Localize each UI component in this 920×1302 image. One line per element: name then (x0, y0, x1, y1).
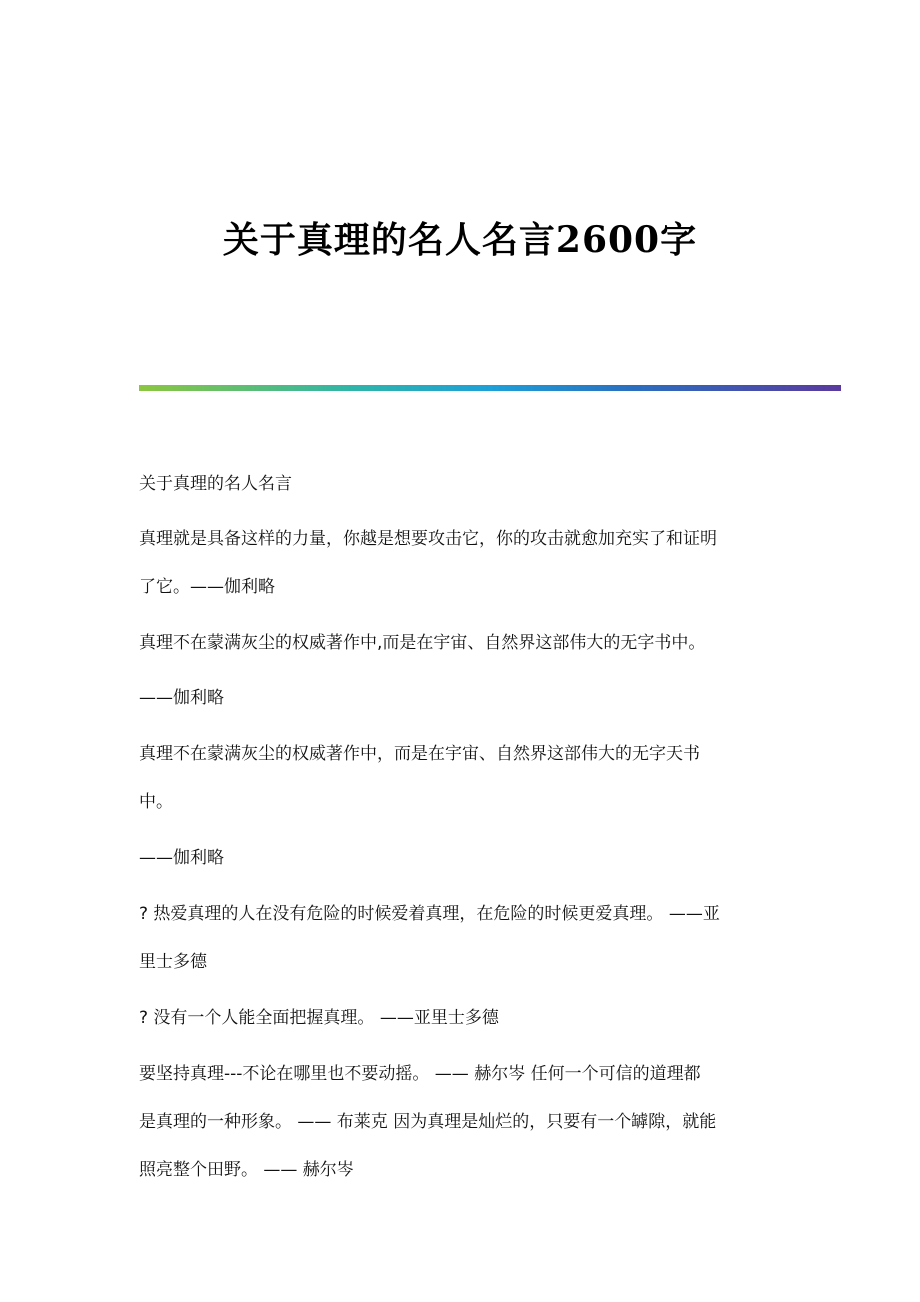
text-line: 是真理的一种形象。 —— 布莱克 因为真理是灿烂的，只要有一个罅隙，就能 (139, 1112, 717, 1132)
text-line: 真理就是具备这样的力量，你越是想要攻击它，你的攻击就愈加充实了和证明 (139, 529, 717, 549)
text-line: ? 热爱真理的人在没有危险的时候爱着真理，在危险的时候更爱真理。 ——亚 (139, 904, 720, 924)
text-line: 真理不在蒙满灰尘的权威著作中,而是在宇宙、自然界这部伟大的无字书中。 (139, 633, 706, 653)
text-line: 了它。——伽利略 (139, 577, 275, 597)
text-line: ——伽利略 (139, 848, 224, 868)
title-divider (139, 385, 841, 391)
text-line: 中。 (139, 792, 173, 812)
text-line: 真理不在蒙满灰尘的权威著作中，而是在宇宙、自然界这部伟大的无字天书 (139, 744, 700, 764)
section-heading: 关于真理的名人名言 (139, 474, 292, 494)
text-line: ? 没有一个人能全面把握真理。 ——亚里士多德 (139, 1008, 499, 1028)
text-line: 要坚持真理---不论在哪里也不要动摇。 —— 赫尔岑 任何一个可信的道理都 (139, 1064, 701, 1084)
text-line: 里士多德 (139, 952, 207, 972)
document-title: 关于真理的名人名言2600字 (222, 219, 698, 261)
text-line: ——伽利略 (139, 688, 224, 708)
text-line: 照亮整个田野。 —— 赫尔岑 (139, 1160, 354, 1180)
